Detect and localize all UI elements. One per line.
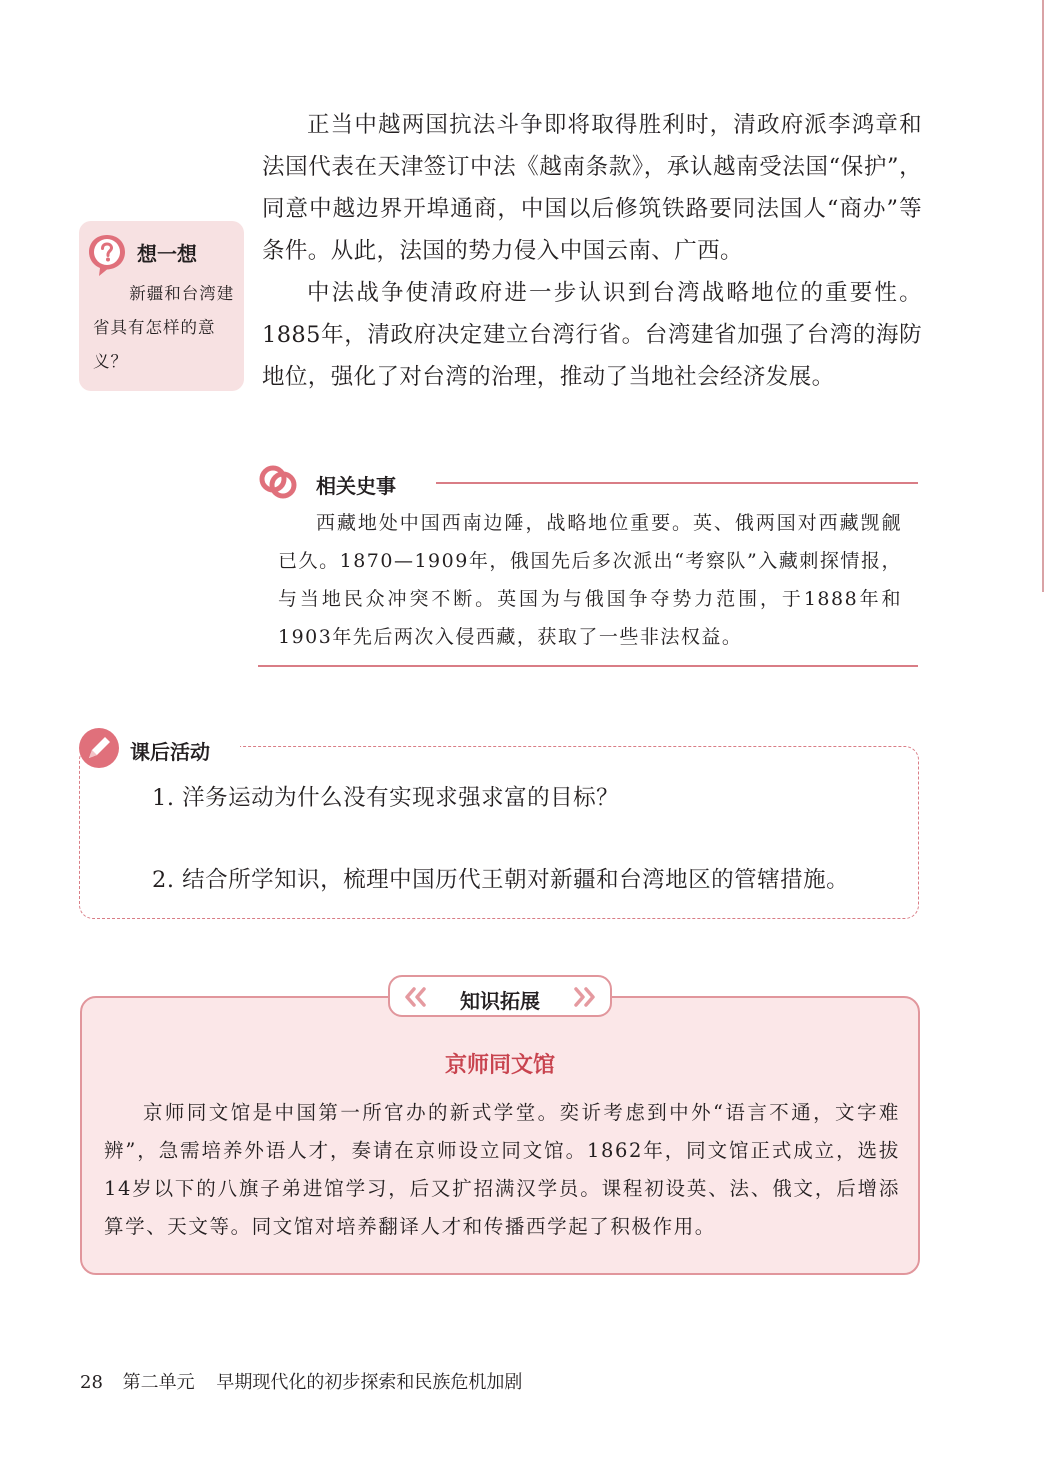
activity-question-2: 2. 结合所学知识，梳理中国历代王朝对新疆和台湾地区的管辖措施。 — [152, 867, 850, 893]
knowledge-tab — [388, 975, 612, 1017]
related-bottom-rule — [258, 665, 918, 667]
knowledge-paragraph: 京师同文馆是中国第一所官办的新式学堂。奕䜣考虑到中外“语言不通，文字难辨”，急需培养外语人才，奏请在京师设立同文馆。1862年，同文馆正式成立，选拔14岁以下的八旗子弟进馆学习，后又扩招满汉学员。课程初设英、法、俄文，后增添算学、天文等。同文馆对培养翻译人才和传播西学起了积极作用。 — [104, 1101, 900, 1238]
related-history-text — [278, 504, 902, 656]
related-top-rule — [436, 482, 918, 484]
activity-question-1: 1. 洋务运动为什么没有实现求强求富的目标？ — [152, 785, 620, 811]
pencil-badge-icon — [78, 727, 120, 769]
activity-title: 课后活动 — [130, 740, 210, 764]
related-history-icon — [258, 462, 298, 502]
think-title: 想一想 — [137, 242, 197, 266]
footer-unit: 第二单元 — [122, 1372, 195, 1393]
footer-unit-title: 早期现代化的初步探索和民族危机加剧 — [216, 1372, 523, 1393]
think-sidebar — [79, 221, 244, 391]
knowledge-text — [104, 1094, 900, 1246]
related-history-title: 相关史事 — [316, 474, 396, 498]
knowledge-heading: 京师同文馆 — [444, 1052, 555, 1078]
double-chevron-right-icon — [570, 986, 598, 1008]
main-paragraph-1: 正当中越两国抗法斗争即将取得胜利时，清政府派李鸿章和法国代表在天津签订中法《越南条款》，承认越南受法国“保护”，同意中越边界开埠通商，中国以后修筑铁路要同法国人“商办”等条件。从此，法国的势力侵入中国云南、广西。 — [262, 112, 922, 264]
main-text — [262, 104, 922, 398]
think-question: 新疆和台湾建省具有怎样的意义？ — [93, 284, 235, 371]
page-footer — [80, 1368, 522, 1394]
page-number: 28 — [80, 1372, 103, 1393]
main-paragraph-2: 中法战争使清政府进一步认识到台湾战略地位的重要性。1885年，清政府决定建立台湾行省。台湾建省加强了台湾的海防地位，强化了对台湾的治理，推动了当地社会经济发展。 — [262, 280, 922, 390]
question-bubble-icon — [87, 233, 127, 277]
related-history-paragraph: 西藏地处中国西南边陲，战略地位重要。英、俄两国对西藏觊觎已久。1870—1909年，俄国先后多次派出“考察队”入藏刺探情报，与当地民众冲突不断。英国为与俄国争夺势力范围，于1888年和1903年先后两次入侵西藏，获取了一些非法权益。 — [278, 512, 902, 648]
knowledge-tab-label: 知识拓展 — [460, 989, 540, 1013]
